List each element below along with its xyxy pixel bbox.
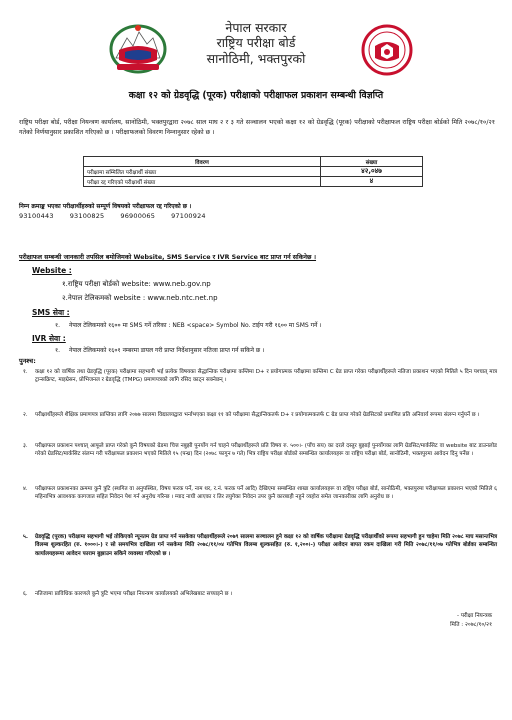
item-number: २.: [62, 294, 68, 302]
stats-header-count: संख्या: [321, 157, 423, 167]
stats-header-row: [84, 157, 423, 167]
note-item: [23, 368, 497, 385]
header-line-government: नेपाल सरकार: [225, 20, 287, 35]
note-item: [23, 485, 497, 502]
list-item: [55, 346, 264, 354]
signature-block: [450, 612, 492, 630]
ivr-item-text: नेपाल टेलिकमको १६०१ नम्बरमा डायल गरी प्राप्त निर्देशानुसार नतिजा प्राप्त गर्न सकिने छ ।: [69, 347, 265, 354]
website-item-neb[interactable]: राष्ट्रिय परीक्षा बोर्डको website: www.neb.gov.np: [67, 280, 211, 288]
header-line-board: राष्ट्रिय परीक्षा बोर्ड: [216, 35, 296, 50]
intro-paragraph: राष्ट्रिय परीक्षा बोर्ड, परीक्षा नियन्त्रण कार्यालय, सानोठिमी, भक्तपुरद्वारा २०७८ साल माघ २ र ३ गते सञ्चालन भएको कक्षा १२ को ग्रेडवृद्धि (पूरक) परीक्षाको परीक्षाफल राष्ट्रिय परीक्षा बोर्डको मिति २०७८/१०/२१ गतेको निर्णयानुसार प्रकाशित गरिएको छ । परीक्षाफलको विवरण निम्नानुसार रहेको छ ।: [19, 119, 495, 136]
list-item: [62, 280, 211, 289]
note-text: नतिजामा प्राविधिक कारणले कुनै त्रुटि भएमा परीक्षा नियन्त्रण कार्यालयको अभिलेखबाट सच्याइने छ ।: [35, 591, 233, 597]
note-number: १.: [23, 369, 28, 375]
note-number: ६.: [23, 591, 28, 597]
note-item: [23, 442, 497, 459]
note-item: [23, 411, 497, 419]
note-text: परीक्षाफल प्रकाशनका क्रममा कुनै त्रुटि (स्थगित वा अनुपस्थित, विषय फरक पर्ने, नाम थर, र.नं. फरक पर्ने आदि) देखिएमा सम्बन्धित शाखा कार्यालयहरू वा राष्ट्रिय परीक्षा बोर्ड, सानोठिमी, भक्तपुरमा परीक्षाफल प्रकाशन भएको मितिले ६ महिनाभित्र आवश्यक कागजात सहित निवेदन पेश गर्न अनुरोध गरिन्छ । म्याद नाघी आएका र तिर तयुगेका निवेदन उपर कुनै कारबाही नहुने व्यहोरा समेत जानकारीका लागि अनुरोध छ ।: [35, 486, 497, 501]
note-item: [23, 590, 497, 598]
ivr-section-title: IVR सेवा :: [32, 334, 66, 343]
stats-header-description: विवरण: [84, 157, 321, 167]
stats-cell-label: परीक्षा रद्द गरिएको परीक्षार्थी संख्या: [84, 177, 321, 187]
header-line-location: सानोठिमी, भक्तपुरको: [206, 51, 306, 66]
note-number: ५.: [23, 534, 28, 540]
sms-section-title: SMS सेवा :: [32, 308, 70, 317]
stats-cell-label: परीक्षामा सम्मिलित परीक्षार्थी संख्या: [84, 167, 321, 177]
note-text: परीक्षाफल प्रकाशन पश्चात् आफूले प्राप्त गरेको कुनै विषयको ग्रेडमा चित्त नबुझी पुनर्योग गर्न चाहने परीक्षार्थीहरूले प्रति विषय रु. ५००।- (पाँच सय) का दरले दस्तुर बुझाई पुनर्योगका लागि ग्रेडसिट/मार्कसिट वा website बाट डाउनलोड गरेको ग्रेडसिट/मार्कसिट संलग्न गरी परीक्षाफल प्रकाशन भएको मितिले १५ (पन्ध्र) दिन (२०७८ फागुन ७ गते) भित्र राष्ट्रिय परीक्षा बोर्डको सम्बन्धित कार्यालयहरू वा राष्ट्रिय परीक्षा बोर्ड, सानोठिमी, भक्तपुरमा आवेदन दिनु पर्नेछ ।: [35, 443, 497, 458]
item-number: १.: [55, 322, 61, 329]
note-text: ग्रेडवृद्धि (पूरक) परीक्षामा सहभागी भई तोकिएको न्यूनतम ग्रेड प्राप्त गर्न नसकेका परीक्षार्थीहरूले २०७९ सालमा सञ्चालन हुने कक्षा १२ को वार्षिक परीक्षामा ग्रेडवृद्धि परीक्षार्थीको रूपमा सहभागी हुन चाहेमा मिति २०७८ माघ मसान्तभित्र विलम्ब शुल्करहित (रु. १०००।-) र सो समयभित्र दाखिला गर्न नसकेमा मिति २०७८/११/०४ गतेभित्र विलम्ब शुल्कसहित (रु. १,२००।-) परीक्षा आवेदन बापत रकम दाखिला गरी मिति २०७८/११/०७ गतेभित्र बोर्डका सम्बन्धित कार्यालयहरूमा आवेदन फाराम बुझाउन सकिने व्यवस्था गरिएको छ ।: [35, 534, 497, 557]
signature-title: - परीक्षा नियन्त्रक: [457, 613, 492, 619]
stats-table: [83, 156, 423, 187]
info-line: परीक्षाफल सम्बन्धी जानकारी तपसिल बमोजिमको Website, SMS Service र IVR Service बाट प्राप्त गर्न सकिनेछ ।: [19, 254, 317, 261]
website-item-ntc[interactable]: नेपाल टेलिकमको website : www.neb.ntc.net.np: [67, 294, 218, 302]
list-item: [62, 294, 218, 303]
stats-cell-value: ४: [321, 177, 423, 187]
website-section-title: Website :: [32, 266, 72, 275]
stats-cell-value: ४२,०४७: [321, 167, 423, 177]
additional-notes-title: पुनश्च:: [19, 357, 36, 365]
note-number: २.: [23, 412, 28, 418]
note-text: परीक्षार्थीहरूले शैक्षिक प्रमाणपत्र प्राप्तिका लागि २०७७ सालमा विद्यालयद्वारा भर्नाभएका कक्षा ११ को परीक्षामा सैद्धान्तिकतर्फ D+ र प्रयोगात्मकतर्फ C ग्रेड प्राप्त गरेको ग्रेडसिटको प्रमाणित प्रति अनिवार्य रूपमा संलग्न गर्नुपर्ने छ ।: [35, 412, 480, 418]
table-row: [84, 177, 423, 187]
cancelled-symbol: 93100825: [69, 212, 105, 220]
item-number: १.: [55, 347, 61, 354]
notice-subject: कक्षा १२ को ग्रेडवृद्धि (पूरक) परीक्षाको परीक्षाफल प्रकाशन सम्बन्धी विज्ञप्ति: [128, 90, 384, 101]
cancelled-symbol: 97100924: [171, 212, 206, 220]
note-number: ३.: [23, 443, 28, 449]
note-text: कक्षा १२ को वार्षिक तथा ग्रेडवृद्धि (पूरक) परीक्षामा सहभागी भई प्रत्येक विषयका सैद्धान्तिक परीक्षामा कम्तिमा D+ र प्रयोगात्मक परीक्षामा कम्तिमा C ग्रेड प्राप्त गरेका परीक्षार्थीहरूले नतिजा प्रकाशन भएको मितिले ५ दिन पश्चात् मात्र ट्रान्सक्रिप्ट, माइग्रेसन, प्रोभिजनल र ग्रेडवृद्धि (TMPG) प्रमाणपत्रको लागि रसिद काट्न सक्नेछन् ।: [35, 369, 497, 384]
note-number: ४.: [23, 486, 28, 492]
cancelled-note: निम्न क्रमाङ्क भएका परीक्षार्थीहरुको सम्पूर्ण विषयको परीक्षाफल रद्द गरिएको छ ।: [19, 203, 192, 210]
sms-item-text: नेपाल टेलिकमको १६०० मा SMS गर्ने तरिका : NEB <space> Symbol No. टाईप गरी १६०० मा SMS गर्ने ।: [69, 322, 322, 329]
note-item: [23, 533, 497, 558]
table-row: [84, 167, 423, 177]
signature-date: मिति : २०७८/१०/२१: [450, 622, 492, 628]
cancelled-symbol: 96900065: [120, 212, 156, 220]
list-item: [55, 321, 322, 329]
cancelled-symbol: 93100443: [19, 212, 54, 220]
cancelled-symbol-list: [19, 212, 206, 220]
item-number: १.: [62, 280, 68, 288]
